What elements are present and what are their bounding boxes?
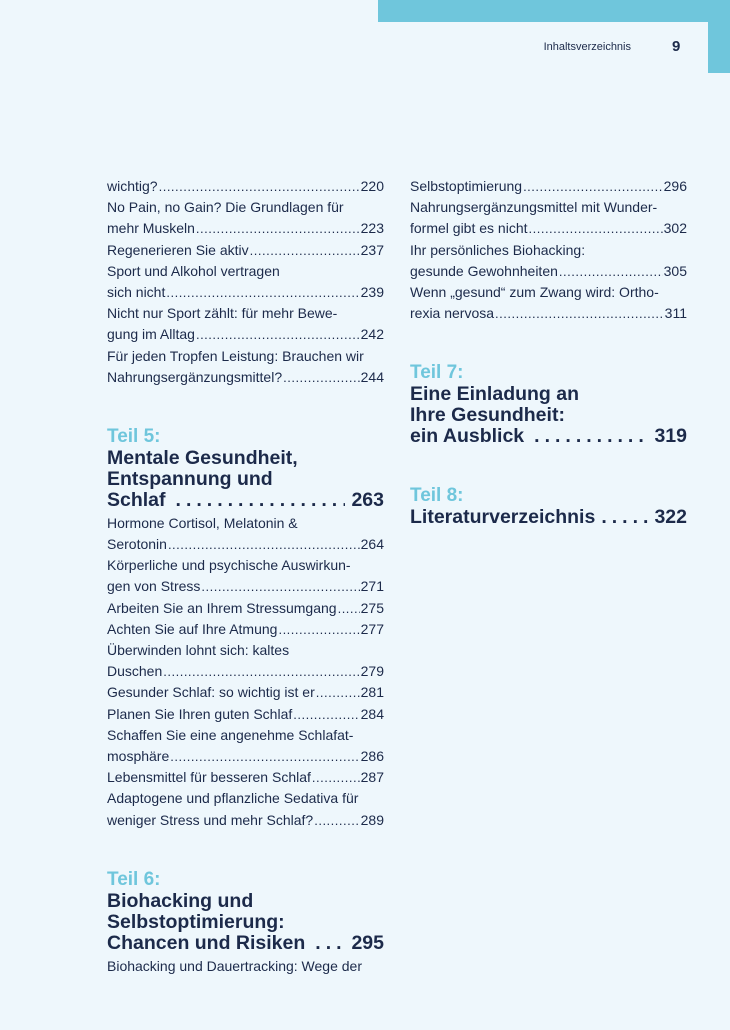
leader-dots: [559, 261, 663, 282]
entry-page-number: 289: [360, 811, 384, 828]
entry-text: Biohacking und Dauertracking: Wege der: [107, 957, 363, 974]
entry-text: Wenn „gesund“ zum Zwang wird: Ortho-: [410, 283, 659, 300]
toc-entry: [107, 682, 384, 703]
toc-entry: [107, 576, 384, 597]
entry-text: weniger Stress und mehr Schlaf?: [107, 811, 314, 828]
leader-dots: [534, 426, 648, 447]
leader-dots: [196, 218, 360, 239]
leader-dots: [523, 176, 663, 197]
toc-entry: [410, 176, 687, 197]
leader-dots: [495, 303, 664, 324]
section-label: Teil 7:: [410, 362, 464, 384]
entry-page-number: 271: [360, 578, 384, 595]
toc-entry: [410, 282, 687, 303]
entry-text: rexia nervosa: [410, 305, 495, 322]
leader-dots: [168, 534, 360, 555]
entry-text: gung im Alltag: [107, 326, 195, 343]
toc-entry: [107, 218, 384, 239]
leader-dots: [316, 682, 360, 703]
toc-entry: [107, 810, 384, 831]
entry-text: mosphäre: [107, 747, 170, 764]
entry-text: Regenerieren Sie aktiv: [107, 241, 249, 258]
entry-page-number: 284: [360, 705, 384, 722]
toc-entry: [107, 598, 384, 619]
leader-dots: [293, 704, 359, 725]
leader-dots: [196, 324, 360, 345]
entry-text: sich nicht: [107, 283, 166, 300]
entry-text: gen von Stress: [107, 578, 201, 595]
toc-column-left: [107, 176, 384, 977]
entry-page-number: 239: [360, 283, 384, 300]
entry-text: Sport und Alkohol vertragen: [107, 262, 280, 279]
toc-entries: [107, 513, 384, 831]
section-label: Teil 6:: [107, 868, 161, 890]
entry-text: Achten Sie auf Ihre Atmung: [107, 620, 278, 637]
leader-dots: [601, 507, 648, 528]
section-title-line: Ihre Gesundheit:: [410, 404, 565, 427]
entry-text: Lebensmittel für besseren Schlaf: [107, 769, 311, 786]
entry-text: Selbstoptimierung: [410, 178, 523, 194]
entry-text: gesunde Gewohnheiten: [410, 262, 558, 279]
entry-text: Hormone Cortisol, Melatonin &: [107, 514, 298, 531]
section-title-last-line: [410, 507, 687, 528]
section-title-line: Mentale Gesundheit,: [107, 446, 298, 469]
toc-entry: [107, 303, 384, 324]
entry-text: Adaptogene und pflanzliche Sedativa für: [107, 790, 359, 807]
entry-page-number: 220: [360, 178, 384, 194]
entry-page-number: 311: [664, 305, 687, 322]
entry-text: Nicht nur Sport zählt: für mehr Bewe-: [107, 305, 338, 322]
section-title-text: Schlaf: [107, 489, 166, 511]
entry-text: Serotonin: [107, 536, 167, 553]
toc-entries: [107, 956, 384, 977]
entry-page-number: 223: [360, 220, 384, 237]
toc-entry: [410, 240, 687, 261]
entry-page-number: 242: [360, 326, 384, 343]
leader-dots: [312, 767, 360, 788]
section-title-text: Chancen und Risiken: [107, 932, 306, 954]
leader-dots: [338, 598, 360, 619]
toc-entry: [107, 240, 384, 261]
toc-column-right: [410, 176, 687, 528]
toc-entry: [107, 725, 384, 746]
section-title-last-line: [107, 490, 384, 511]
entry-text: formel gibt es nicht: [410, 220, 528, 237]
toc-entry: [410, 261, 687, 282]
toc-entry: [107, 367, 384, 388]
toc-entry: [107, 534, 384, 555]
entry-page-number: 296: [663, 178, 687, 194]
entry-text: No Pain, no Gain? Die Grundlagen für: [107, 199, 344, 216]
entry-text: Schaffen Sie eine angenehme Schlafat-: [107, 726, 354, 743]
entry-page-number: 286: [360, 747, 384, 764]
toc-entry: [107, 282, 384, 303]
leader-dots: [159, 176, 360, 197]
entry-text: Planen Sie Ihren guten Schlaf: [107, 705, 293, 722]
toc-entry: [107, 640, 384, 661]
toc-entry: [410, 303, 687, 324]
toc-section-teil-5: [107, 426, 384, 831]
entry-text: Arbeiten Sie an Ihrem Stressumgang: [107, 599, 337, 616]
leader-dots: [163, 661, 359, 682]
entry-page-number: 281: [360, 684, 384, 701]
entry-text: Körperliche und psychische Auswirkun-: [107, 557, 351, 574]
toc-entry: [107, 324, 384, 345]
leader-dots: [170, 746, 359, 767]
toc-entry: [107, 555, 384, 576]
section-title-text: Literaturverzeichnis: [410, 507, 596, 529]
section-title-line: Entspannung und: [107, 467, 273, 490]
entry-page-number: 279: [360, 663, 384, 680]
section-title-line: Biohacking und: [107, 889, 254, 912]
section-page-number: 295: [351, 932, 384, 954]
entry-text: Überwinden lohnt sich: kaltes: [107, 642, 290, 658]
toc-section-teil-7: [410, 362, 687, 447]
entry-text: Für jeden Tropfen Leistung: Brauchen wir: [107, 347, 364, 364]
section-page-number: 263: [351, 489, 384, 511]
section-title-line: Selbstoptimierung:: [107, 910, 285, 933]
toc-section-teil-8: [410, 485, 687, 528]
page-number: 9: [672, 38, 681, 55]
toc-entry: [107, 704, 384, 725]
entry-text: Nahrungsergänzungsmittel?: [107, 368, 283, 385]
entry-page-number: 264: [360, 536, 384, 553]
section-title-text: ein Ausblick: [410, 426, 525, 448]
toc-entry: [107, 788, 384, 809]
running-title: Inhaltsverzeichnis: [543, 41, 631, 53]
toc-entries: [107, 176, 384, 388]
section-title-last-line: [410, 426, 687, 447]
section-title-last-line: [107, 933, 384, 954]
leader-dots: [529, 218, 663, 239]
toc-entry: [107, 619, 384, 640]
entry-text: wichtig?: [107, 178, 158, 194]
toc-entry: [107, 261, 384, 282]
entry-text: Nahrungsergänzungsmittel mit Wunder-: [410, 199, 658, 216]
section-page-number: 319: [654, 426, 687, 448]
section-page-number: 322: [654, 507, 687, 529]
entry-page-number: 237: [360, 241, 384, 258]
leader-dots: [176, 490, 346, 511]
section-label: Teil 8:: [410, 485, 464, 507]
toc-entry: [107, 956, 384, 977]
entry-page-number: 305: [663, 262, 687, 279]
toc-entry: [107, 513, 384, 534]
entry-text: Ihr persönliches Biohacking:: [410, 241, 586, 258]
toc-entry: [410, 218, 687, 239]
leader-dots: [314, 810, 359, 831]
toc-entry: [107, 176, 384, 197]
entry-text: Duschen: [107, 663, 163, 680]
leader-dots: [315, 933, 345, 954]
toc-entry: [107, 767, 384, 788]
leader-dots: [250, 240, 360, 261]
section-label: Teil 5:: [107, 425, 161, 447]
leader-dots: [201, 576, 359, 597]
toc-entry: [107, 346, 384, 367]
side-accent-tab: [708, 22, 730, 73]
leader-dots: [278, 619, 359, 640]
toc-entry: [107, 661, 384, 682]
section-title-line: Eine Einladung an: [410, 383, 580, 406]
leader-dots: [283, 367, 360, 388]
toc-section-teil-6: [107, 869, 384, 977]
entry-page-number: 275: [360, 599, 384, 616]
entry-page-number: 244: [360, 368, 384, 385]
top-accent-bar: [378, 0, 730, 22]
toc-entry: [107, 197, 384, 218]
entry-text: Gesunder Schlaf: so wichtig ist er: [107, 684, 315, 701]
entry-page-number: 302: [663, 220, 687, 237]
toc-entry: [410, 197, 687, 218]
entry-page-number: 287: [360, 769, 384, 786]
entry-text: mehr Muskeln: [107, 220, 195, 237]
leader-dots: [166, 282, 359, 303]
toc-entry: [107, 746, 384, 767]
toc-entries: [410, 176, 687, 324]
entry-page-number: 277: [360, 620, 384, 637]
